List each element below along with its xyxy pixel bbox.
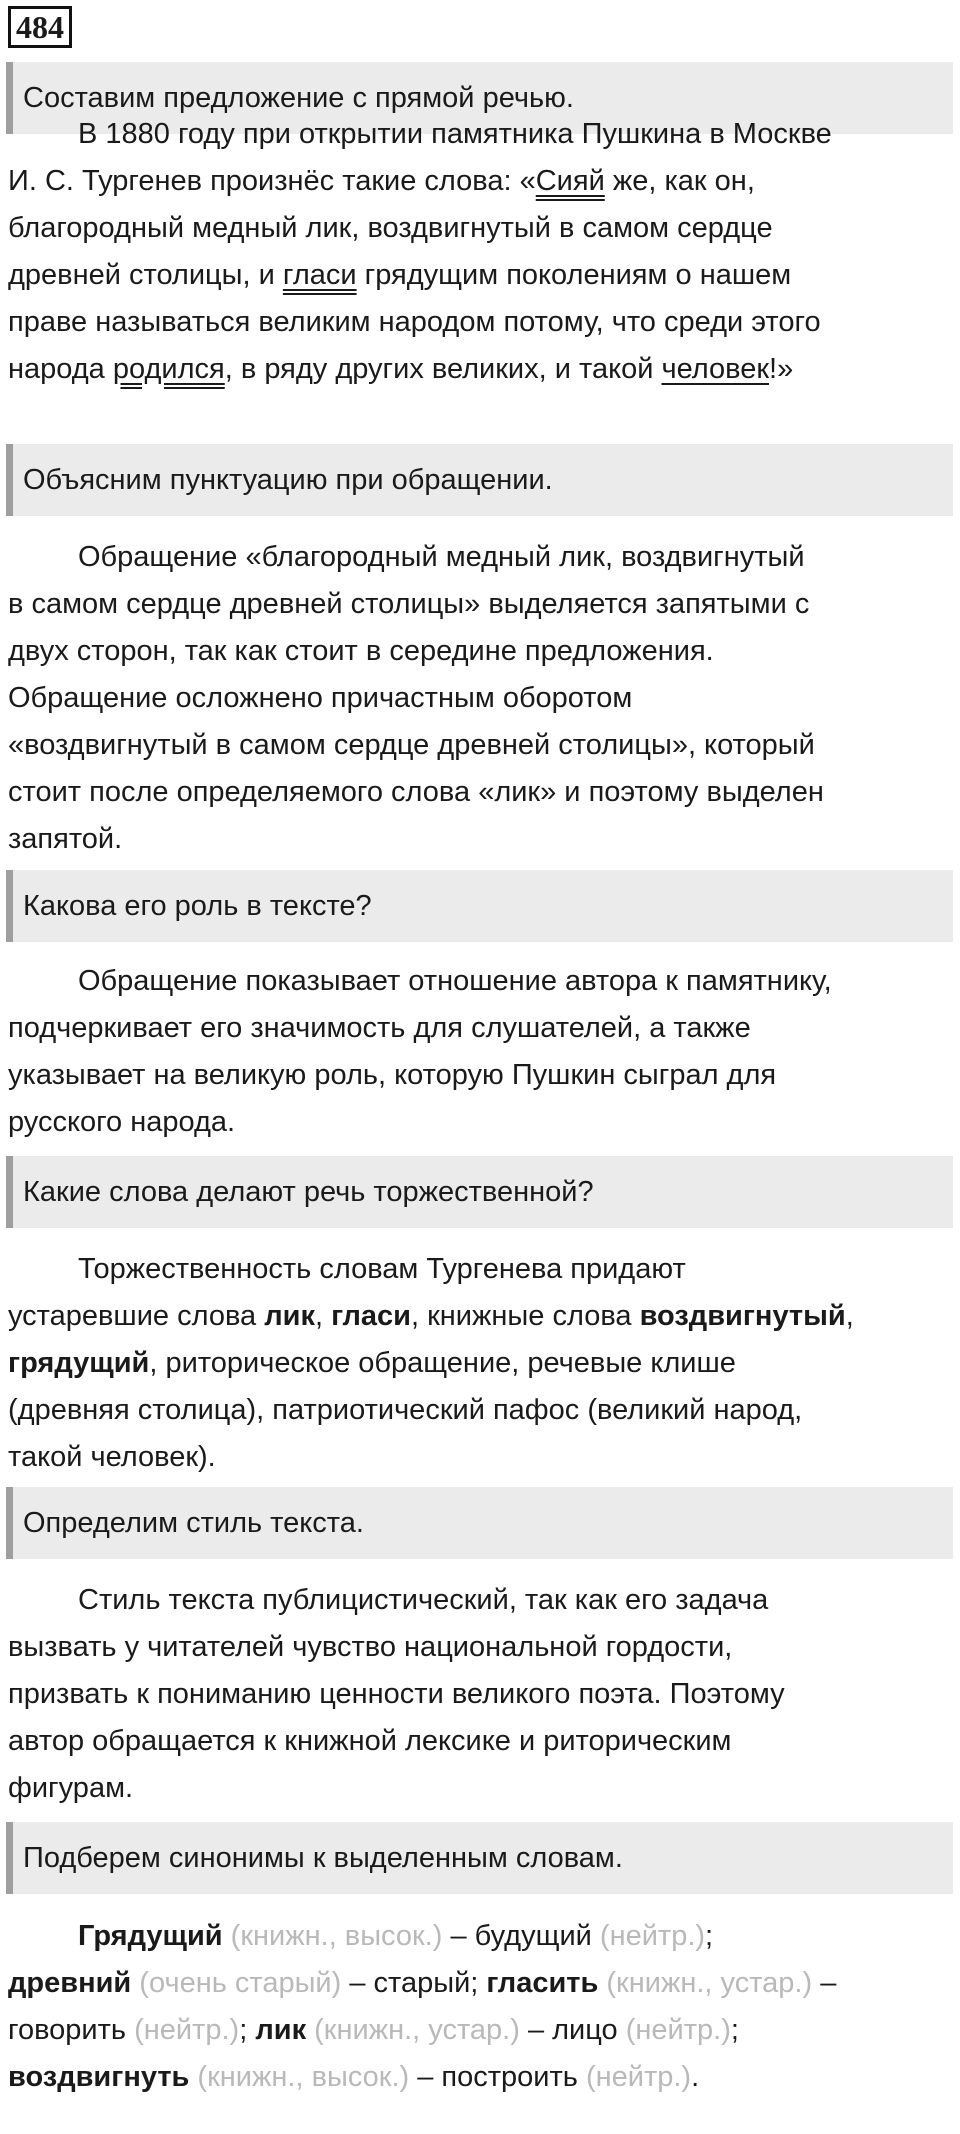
text-line — [8, 346, 953, 393]
word-gryadushchii: Грядущий — [78, 1920, 223, 1952]
text-line — [8, 2054, 953, 2101]
text-line: указывает на великую роль, которую Пушкин сыграл для — [8, 1059, 777, 1091]
text-fragment: , риторическое обращение, речевые клише — [149, 1347, 736, 1379]
text-fragment: же, как он, — [604, 165, 755, 197]
text-line: Обращение «благородный медный лик, воздвигнутый — [78, 541, 805, 573]
text-line: праве называться великим народом потому, что среди этого — [8, 306, 821, 338]
text-fragment: . — [691, 2061, 700, 2093]
text-line: Обращение осложнено причастным оборотом — [8, 682, 633, 714]
paragraph-solemn-words — [8, 1246, 953, 1481]
predicate-rodilsya: родился — [112, 353, 225, 385]
text-line — [8, 158, 953, 205]
section-heading-style: Определим стиль текста. — [6, 1487, 953, 1559]
section-heading-direct-speech: Составим предложение с прямой речью. — [6, 62, 953, 134]
text-line: стоит после определяемого слова «лик» и поэтому выделен — [8, 776, 824, 808]
text-line — [8, 1293, 953, 1340]
paragraph-style — [8, 1577, 953, 1812]
term-vozdvignutyi: воздвигнутый — [639, 1300, 846, 1332]
style-note: (нейтр.) — [134, 2014, 240, 2046]
text-line: вызвать у читателей чувство национальной гордости, — [8, 1631, 733, 1663]
text-line: (древняя столица), патриотический пафос (великий народ, — [8, 1394, 803, 1426]
text-fragment: ; — [239, 2014, 256, 2046]
synonym: – старый; — [341, 1967, 487, 1999]
predicate-siyai: Сияй — [535, 165, 605, 197]
style-note: (нейтр.) — [625, 2014, 731, 2046]
paragraph-role — [8, 958, 953, 1146]
text-line — [8, 1340, 953, 1387]
synonym: – лицо — [519, 2014, 626, 2046]
text-fragment: , — [314, 1300, 332, 1332]
paragraph-punctuation — [8, 534, 953, 863]
synonym: – будущий — [442, 1920, 600, 1952]
word-glasit: гласить — [486, 1967, 599, 1999]
word-drevnii: древний — [8, 1967, 132, 1999]
paragraph-synonyms — [8, 1913, 953, 2101]
text-fragment: ; — [705, 1920, 714, 1952]
text-line — [8, 2007, 953, 2054]
text-line: «воздвигнутый в самом сердце древней столицы», который — [8, 729, 815, 761]
style-note: (книжн., устар.) — [598, 1967, 813, 1999]
subject-chelovek: человек — [661, 353, 770, 385]
style-note: (книжн., высок.) — [222, 1920, 443, 1952]
style-note: (очень старый) — [131, 1967, 342, 1999]
text-line — [8, 252, 953, 299]
style-note: (книжн., высок.) — [189, 2061, 410, 2093]
text-fragment: – — [812, 1967, 837, 1999]
text-fragment: , — [845, 1300, 854, 1332]
text-line: фигурам. — [8, 1772, 134, 1804]
term-glasi: гласи — [331, 1300, 411, 1332]
text-line — [8, 1913, 953, 1960]
style-note: (нейтр.) — [599, 1920, 706, 1952]
task-number: 484 — [8, 6, 72, 48]
text-line: автор обращается к книжной лексике и риторическим — [8, 1725, 732, 1757]
text-line — [8, 1960, 953, 2007]
paragraph-direct-speech — [8, 111, 953, 393]
text-fragment: древней столицы, и — [8, 259, 283, 291]
text-fragment: ; — [730, 2014, 739, 2046]
text-line: в самом сердце древней столицы» выделяется запятыми с — [8, 588, 810, 620]
word-vozdvignut: воздвигнуть — [8, 2061, 190, 2093]
text-fragment: , книжные слова — [410, 1300, 640, 1332]
text-line: такой человек). — [8, 1441, 216, 1473]
style-note: (нейтр.) — [585, 2061, 692, 2093]
section-heading-punctuation: Объясним пунктуацию при обращении. — [6, 444, 953, 516]
word-lik: лик — [255, 2014, 307, 2046]
term-lik: лик — [264, 1300, 315, 1332]
text-line: В 1880 году при открытии памятника Пушкина в Москве — [78, 118, 832, 150]
section-heading-synonyms: Подберем синонимы к выделенным словам. — [6, 1822, 953, 1894]
text-fragment: , в ряду других великих, и такой — [224, 353, 662, 385]
section-heading-solemn-words: Какие слова делают речь торжественной? — [6, 1156, 953, 1228]
text-line: запятой. — [8, 823, 123, 855]
text-line: Обращение показывает отношение автора к памятнику, — [78, 965, 832, 997]
section-heading-role: Какова его роль в тексте? — [6, 870, 953, 942]
synonym: говорить — [8, 2014, 135, 2046]
text-line: призвать к пониманию ценности великого поэта. Поэтому — [8, 1678, 785, 1710]
predicate-glasi: гласи — [282, 259, 357, 291]
text-fragment: !» — [769, 353, 794, 385]
text-line: Торжественность словам Тургенева придают — [78, 1253, 686, 1285]
text-fragment: народа — [8, 353, 113, 385]
text-line: двух сторон, так как стоит в середине предложения. — [8, 635, 714, 667]
text-fragment: И. С. Тургенев произнёс такие слова: « — [8, 165, 536, 197]
text-fragment: грядущим поколениям о нашем — [356, 259, 792, 291]
text-line: благородный медный лик, воздвигнутый в самом сердце — [8, 212, 773, 244]
style-note: (книжн., устар.) — [306, 2014, 520, 2046]
synonym: – построить — [409, 2061, 586, 2093]
text-line: подчеркивает его значимость для слушателей, а также — [8, 1012, 751, 1044]
text-line: Стиль текста публицистический, так как его задача — [78, 1584, 769, 1616]
text-line: русского народа. — [8, 1106, 236, 1138]
term-gryadushchii: грядущий — [8, 1347, 150, 1379]
text-fragment: устаревшие слова — [8, 1300, 265, 1332]
